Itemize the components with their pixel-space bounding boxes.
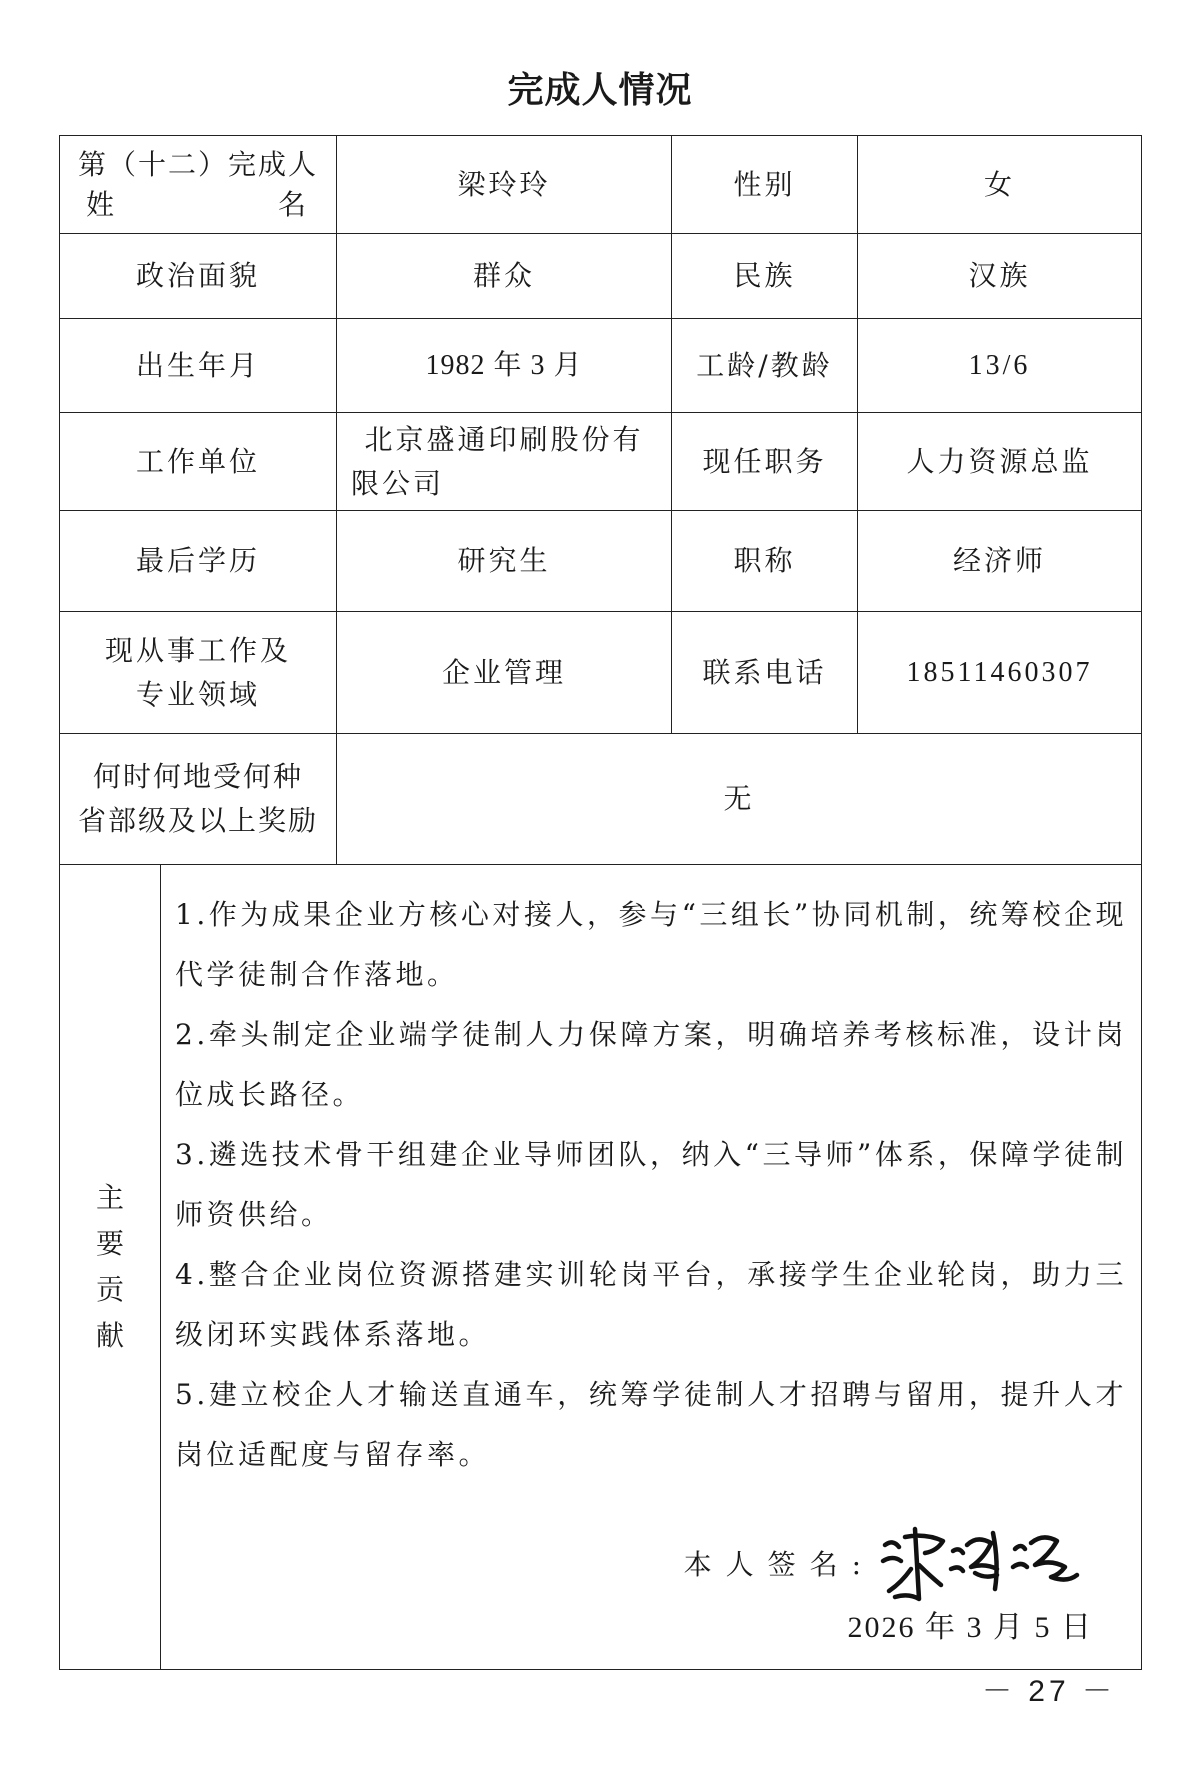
- seniority-label: 工龄/教龄: [672, 319, 858, 413]
- gender-value: 女: [858, 136, 1142, 234]
- info-form-table: [59, 135, 1142, 1670]
- contrib-label-char: 要: [95, 1227, 124, 1260]
- table-row: [60, 413, 1142, 511]
- title-label: 职称: [672, 511, 858, 612]
- ethnicity-label: 民族: [672, 234, 858, 319]
- table-row: [60, 511, 1142, 612]
- birth-label: 出生年月: [60, 319, 337, 413]
- education-label: 最后学历: [60, 511, 337, 612]
- table-row: [60, 865, 1142, 1670]
- list-item: 4.整合企业岗位资源搭建实训轮岗平台，承接学生企业轮岗，助力三级闭环实践体系落地。: [175, 1258, 1128, 1351]
- ethnicity-value: 汉族: [858, 234, 1142, 319]
- name-label-char-b: 名: [278, 187, 309, 221]
- birth-value: 1982 年 3 月: [337, 319, 672, 413]
- signature-label: 本人签名:: [683, 1548, 876, 1581]
- position-value: 人力资源总监: [858, 413, 1142, 511]
- contrib-label-char: 贡: [95, 1273, 124, 1306]
- politics-value: 群众: [337, 234, 672, 319]
- employer-value: [337, 413, 672, 511]
- contrib-label-cell: [60, 865, 161, 1670]
- name-label-line1: 第（十二）完成人: [78, 147, 319, 181]
- contrib-content-cell: [161, 865, 1142, 1670]
- name-value: 梁玲玲: [337, 136, 672, 234]
- page-title: 完成人情况: [507, 70, 693, 111]
- name-label-cell: [60, 136, 337, 234]
- list-item: 2.牵头制定企业端学徒制人力保障方案，明确培养考核标准，设计岗位成长路径。: [175, 1018, 1128, 1111]
- contrib-list: [161, 865, 1141, 1485]
- position-label: 现任职务: [672, 413, 858, 511]
- employer-value-line2: 限公司: [351, 466, 445, 500]
- page-number: － 27 －: [981, 1675, 1116, 1708]
- name-label-char-a: 姓: [86, 187, 117, 221]
- contrib-label-char: 献: [95, 1319, 124, 1352]
- title-value: 经济师: [858, 511, 1142, 612]
- field-label: [60, 612, 337, 734]
- handwritten-signature: [875, 1525, 1085, 1605]
- list-item: 5.建立校企人才输送直通车，统筹学徒制人才招聘与留用，提升人才岗位适配度与留存率。: [175, 1378, 1128, 1471]
- politics-label: 政治面貌: [60, 234, 337, 319]
- table-row: [60, 612, 1142, 734]
- awards-label-line2: 省部级及以上奖励: [78, 804, 319, 837]
- awards-label: [60, 734, 337, 865]
- employer-value-line1: 北京盛通印刷股份有: [364, 422, 644, 456]
- awards-label-line1: 何时何地受何种: [93, 760, 304, 793]
- list-item: 1.作为成果企业方核心对接人，参与“三组长”协同机制，统筹校企现代学徒制合作落地。: [175, 898, 1128, 991]
- table-row: [60, 319, 1142, 413]
- signature-line: [161, 1525, 1141, 1605]
- education-value: 研究生: [337, 511, 672, 612]
- list-item: 3.遴选技术骨干组建企业导师团队，纳入“三导师”体系，保障学徒制师资供给。: [175, 1138, 1128, 1231]
- phone-label: 联系电话: [672, 612, 858, 734]
- field-label-line1: 现从事工作及: [105, 633, 292, 667]
- employer-label: 工作单位: [60, 413, 337, 511]
- field-label-line2: 专业领域: [136, 677, 261, 711]
- signature-date: 2026 年 3 月 5 日: [847, 1611, 1094, 1644]
- awards-value: 无: [337, 734, 1142, 865]
- phone-value: 18511460307: [858, 612, 1142, 734]
- contrib-label-char: 主: [95, 1181, 124, 1214]
- table-row: [60, 136, 1142, 234]
- name-label-line2: [60, 185, 336, 225]
- contrib-label: [95, 1175, 125, 1359]
- table-row: [60, 734, 1142, 865]
- seniority-value: 13/6: [858, 319, 1142, 413]
- gender-label: 性别: [672, 136, 858, 234]
- table-row: [60, 234, 1142, 319]
- field-value: 企业管理: [337, 612, 672, 734]
